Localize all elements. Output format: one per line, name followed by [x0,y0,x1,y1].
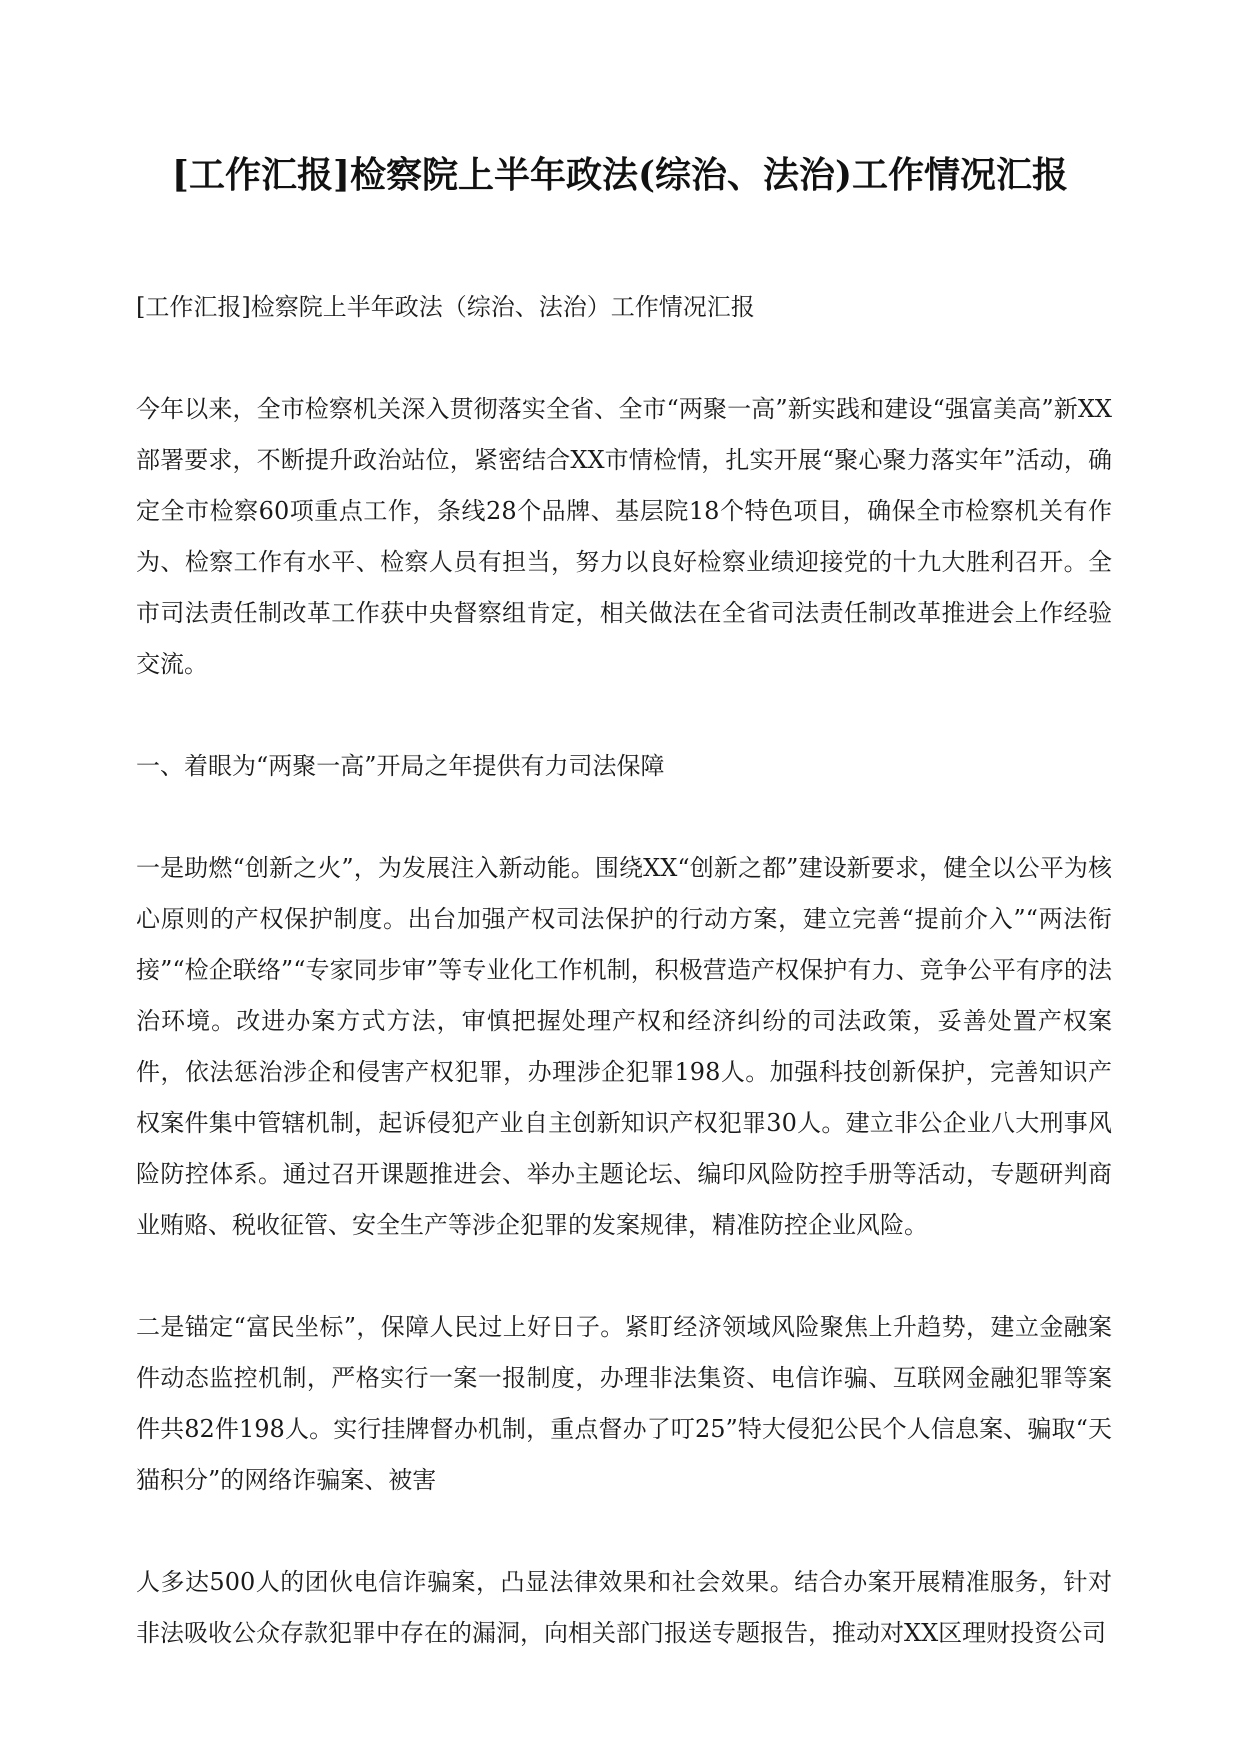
body-paragraph: 人多达500人的团伙电信诈骗案，凸显法律效果和社会效果。结合办案开展精准服务，针对非法吸收公众存款犯罪中存在的漏洞，向相关部门报送专题报告，推动对XX区理财投资公司 [136,1568,1112,1647]
document-title: [工作汇报]检察院上半年政法(综治、法治)工作情况汇报 [171,154,1069,196]
body-paragraph: 二是锚定“富民坐标”，保障人民过上好日子。紧盯经济领域风险聚焦上升趋势，建立金融案件动态监控机制，严格实行一案一报制度，办理非法集资、电信诈骗、互联网金融犯罪等案件共82件198人。实行挂牌督办机制，重点督办了叮25”特大侵犯公民个人信息案、骗取“天猫积分”的网络诈骗案、被害 [136,1313,1112,1494]
body-paragraph: 一是助燃“创新之火”，为发展注入新动能。围绕XX“创新之都”建设新要求，健全以公平为核心原则的产权保护制度。出台加强产权司法保护的行动方案，建立完善“提前介入”“两法衔接”“检企联络”“专家同步审”等专业化工作机制，积极营造产权保护有力、竞争公平有序的法治环境。改进办案方式方法，审慎把握处理产权和经济纠纷的司法政策，妥善处置产权案件，依法惩治涉企和侵害产权犯罪，办理涉企犯罪198人。加强科技创新保护，完善知识产权案件集中管辖机制，起诉侵犯产业自主创新知识产权犯罪30人。建立非公企业八大刑事风险防控体系。通过召开课题推进会、举办主题论坛、编印风险防控手册等活动，专题研判商业贿赂、税收征管、安全生产等涉企犯罪的发案规律，精准防控企业风险。 [136,854,1112,1239]
subtitle-paragraph: [工作汇报]检察院上半年政法（综治、法治）工作情况汇报 [136,293,755,321]
intro-paragraph: 今年以来，全市检察机关深入贯彻落实全省、全市“两聚一高”新实践和建设“强富美高”新XX部署要求，不断提升政治站位，紧密结合XX市情检情，扎实开展“聚心聚力落实年”活动，确定全市检察60项重点工作，条线28个品牌、基层院18个特色项目，确保全市检察机关有作为、检察工作有水平、检察人员有担当，努力以良好检察业绩迎接党的十九大胜利召开。全市司法责任制改革工作获中央督察组肯定，相关做法在全省司法责任制改革推进会上作经验交流。 [136,395,1112,678]
section-heading: 一、着眼为“两聚一高”开局之年提供有力司法保障 [136,752,665,780]
document-body [136,282,1112,1659]
